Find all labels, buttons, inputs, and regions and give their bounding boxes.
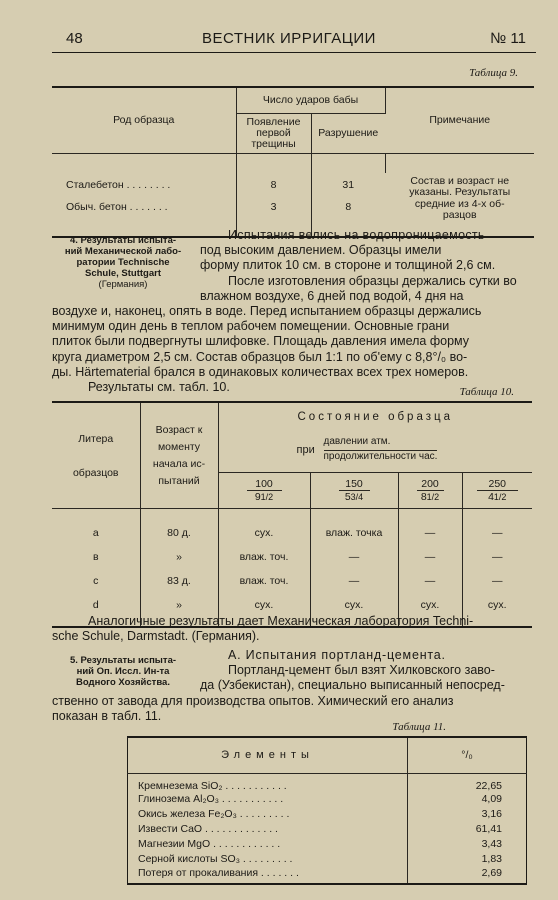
table-row — [128, 867, 527, 884]
table10-cell: сух. — [218, 593, 310, 617]
table10-cell-age: » — [140, 593, 218, 617]
table-row — [52, 521, 532, 545]
table10-pressure-250: 250 41/2 — [462, 473, 532, 509]
table-row — [128, 807, 527, 822]
table10-cell: влаж. точка — [310, 521, 398, 545]
table10-cell: — — [398, 545, 462, 569]
journal-title: ВЕСТНИК ИРРИГАЦИИ — [202, 30, 376, 47]
section5-text-top: А. Испытания портланд-цемента. Портланд-цемент был взят Хилковского заво- да (Узбекистан), специально выписанный непосред- — [200, 648, 542, 694]
table10-cell: сух. — [310, 593, 398, 617]
table11-value: 3,16 — [481, 808, 502, 820]
table9-cell: 8 — [236, 173, 311, 197]
table9-header-hits: Число ударов бабы — [236, 87, 385, 113]
table10-cell-age: 83 д. — [140, 569, 218, 593]
table-row — [128, 837, 527, 852]
table9-header-first-crack: Появление первой трещины — [236, 113, 311, 153]
table11-value: 61,41 — [475, 823, 502, 835]
table10-cell: сух. — [218, 521, 310, 545]
table11-element: Глинозема Al₂O₃ . . . . . . . . . . . — [128, 792, 408, 807]
table9-caption: Таблица 9. — [469, 67, 518, 79]
table9-header-note: Примечание — [385, 87, 534, 153]
table-row — [52, 545, 532, 569]
table11-caption: Таблица 11. — [392, 721, 446, 733]
table10-cell-letter: a — [52, 521, 140, 545]
table-row — [52, 569, 532, 593]
table9-cell: 3 — [236, 197, 311, 237]
section5-subtitle: А. Испытания портланд-цемента. — [228, 648, 446, 662]
table11-value: 3,43 — [481, 838, 502, 850]
table9-cell: 31 — [342, 179, 355, 191]
table10-cell: — — [398, 521, 462, 545]
table11-element: Извести CaO . . . . . . . . . . . . . — [128, 822, 408, 837]
table11-header-percent: °/₀ — [408, 737, 527, 773]
table10-pressure-200: 200 81/2 — [398, 473, 462, 509]
table10-pressure-150: 150 53/4 — [310, 473, 398, 509]
paragraph-after-table10: Аналогичные результаты дает Механическая лаборатория Techni- sche Schule, Darmstadt. (Германия). — [52, 614, 474, 644]
table10-header-age: Возраст к моменту начала ис- пытаний — [140, 402, 218, 509]
table11 — [127, 736, 527, 885]
table10-header-state: Состояние образца — [297, 410, 453, 423]
table10-cell: — — [492, 550, 503, 563]
table11-value: 2,69 — [481, 866, 502, 879]
table10-cell-letter: d — [52, 593, 140, 617]
section5-label: 5. Результаты испыта- ний Оп. Иссл. Ин-та Водного Хозяйства. — [69, 655, 177, 688]
table9-note: Состав и возраст не указаны. Результаты средние из 4-х об- разцов — [409, 174, 511, 221]
table9-cell: 8 — [345, 201, 352, 213]
table-row — [128, 773, 527, 792]
table10-cell-letter: в — [52, 545, 140, 569]
table11-element: Кремнезема SiO₂ . . . . . . . . . . . — [128, 773, 408, 792]
running-header — [52, 30, 534, 52]
table10-pressure-100: 100 91/2 — [218, 473, 310, 509]
table9 — [52, 86, 534, 238]
section4-text-bottom: воздухе и, наконец, опять в воде. Перед испытанием образцы держались минимум один день в теплом рабочем помещении. Основные грани плиток были подвергнуты шлифовке. Площадь давления имела форму круга диаметром 2,5 см. Состав образцов был 1:1 по об'ему с 8,8°/₀ во- ды. Härtematerial брался в одинаковых количествах всех трех номеров. Результаты см. табл. 10. — [52, 304, 482, 395]
table10-cell-letter: c — [52, 569, 140, 593]
table9-row-name: Обыч. бетон . . . . . . . — [52, 197, 236, 237]
table10-cell: сух. — [487, 598, 507, 611]
table10-cell-age: » — [140, 545, 218, 569]
table10-cell: влаж. точ. — [218, 569, 310, 593]
table-row — [128, 822, 527, 837]
table11-element: Магнезии MgO . . . . . . . . . . . . — [128, 837, 408, 852]
table10-header-letter: Литера образцов — [52, 402, 140, 509]
table-row — [128, 792, 527, 807]
table10-cell-age: 80 д. — [140, 521, 218, 545]
table11-value: 22,65 — [475, 779, 502, 792]
table10-header-pressure: при давлении атм. продолжительности час. — [218, 430, 532, 473]
table10 — [52, 401, 532, 628]
section4-text-top: Испытания велись на водопроницаемость под высоким давлением. Образцы имели форму плиток 10 см. в стороне и толщиной 2,6 см. После изготовления образцы держались сутки во влажном воздухе, 6 дней под водой, 4 дня на — [200, 228, 517, 303]
table11-element: Окись железа Fe₂O₃ . . . . . . . . . — [128, 807, 408, 822]
table11-element: Серной кислоты SO₃ . . . . . . . . . — [128, 852, 408, 867]
table10-cell: — — [310, 545, 398, 569]
header-rule — [52, 52, 536, 53]
table11-value: 4,09 — [481, 793, 502, 805]
page-number: 48 — [66, 30, 83, 47]
table9-row-name: Сталебетон . . . . . . . . — [52, 173, 236, 197]
table9-header-sample: Род образца — [52, 87, 236, 153]
table10-caption: Таблица 10. — [459, 386, 514, 398]
section4-label: 4. Результаты испыта- ний Механической лабо- ратории Technische Schule, Stuttgart (Германия) — [64, 235, 182, 290]
table10-cell: — — [310, 569, 398, 593]
table10-cell: — — [398, 569, 462, 593]
table10-cell: — — [492, 574, 503, 587]
issue-number: № 11 — [490, 30, 526, 47]
table11-element: Потеря от прокаливания . . . . . . . — [128, 867, 408, 884]
section5-text-bottom: ственно от завода для производства опытов. Химический его анализ показан в табл. 11. — [52, 694, 454, 724]
table-row — [128, 852, 527, 867]
table-row — [52, 593, 532, 617]
table10-cell: — — [492, 526, 503, 539]
table9-header-failure: Разрушение — [311, 113, 385, 153]
table11-value: 1,83 — [481, 853, 502, 865]
table11-header-elements: Элементы — [128, 737, 408, 773]
table10-cell: сух. — [398, 593, 462, 617]
table10-cell: влаж. точ. — [218, 545, 310, 569]
